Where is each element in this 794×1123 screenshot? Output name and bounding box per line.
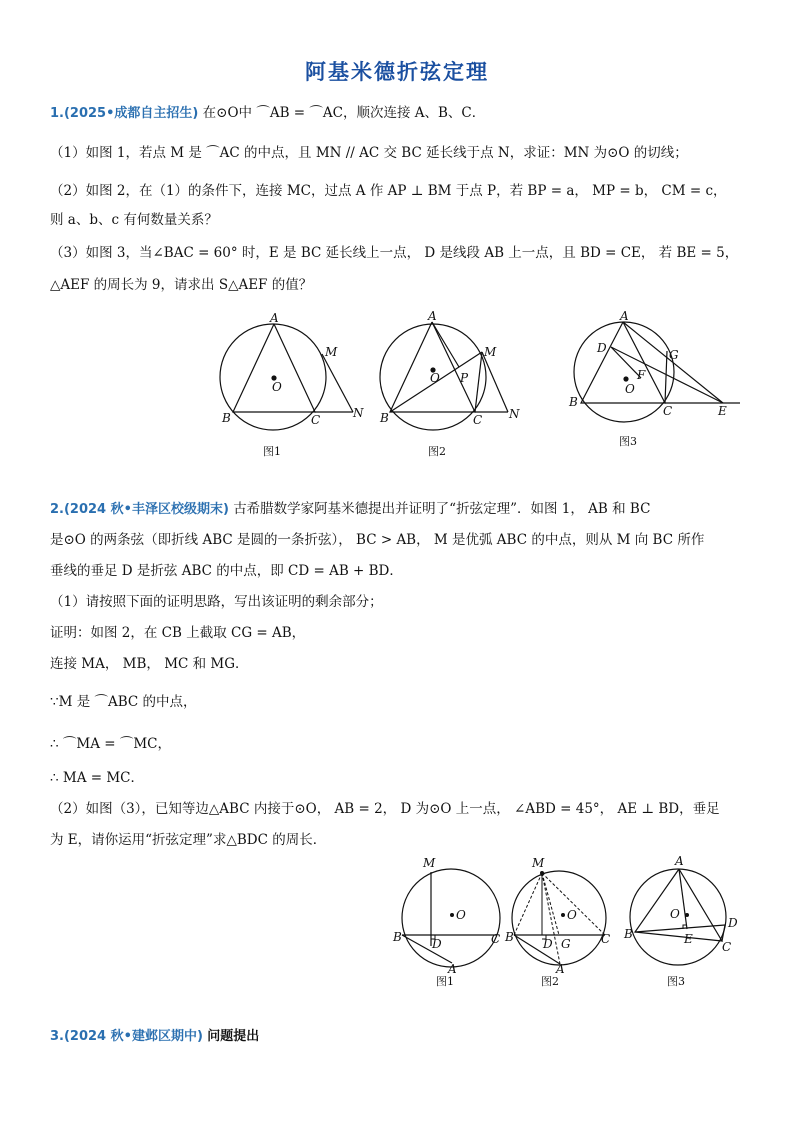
- q2f2-label-g: G: [561, 937, 571, 951]
- q1-figure-2: [370, 310, 530, 460]
- q1f2-label-o: O: [430, 371, 440, 385]
- q1f3-caption: 图3: [619, 435, 637, 448]
- q2f3-label-b: B: [624, 927, 633, 941]
- q1-figure-3: [565, 309, 745, 452]
- q2-line-7: ∵M 是 ⌒ABC 的中点，: [50, 694, 197, 710]
- q1f1-caption: 图1: [263, 445, 281, 458]
- q1f2-label-n: N: [509, 407, 520, 421]
- q2-line-2: 是⊙O 的两条弦（即折线 ABC 是圆的一条折弦）， BC > AB， M 是优弧 ABC 的中点，则从 M 向 BC 所作: [50, 532, 705, 548]
- q2-figure-1: [390, 855, 510, 995]
- q2-line-9: ∴ MA = MC．: [50, 770, 144, 786]
- q1-figure-1: [215, 310, 365, 460]
- q1f2-label-a: A: [428, 309, 437, 323]
- q1-part2a: （2）如图 2，在（1）的条件下，连接 MC，过点 A 作 AP ⊥ BM 于点 P，若 BP = a， MP = b， CM = c，: [50, 183, 727, 199]
- q1f2-label-b: B: [380, 411, 389, 425]
- q1f3-label-g: G: [669, 348, 679, 362]
- q2f1-label-m: M: [423, 856, 436, 870]
- q1f2-label-m: M: [484, 345, 497, 359]
- q2f1-label-o: O: [456, 908, 466, 922]
- q2f2-label-m: M: [532, 856, 545, 870]
- q1f3-label-o: O: [625, 382, 635, 396]
- q2f1-label-a: A: [448, 962, 457, 976]
- q1f1-label-c: C: [311, 413, 321, 427]
- q2-number: 2.: [50, 502, 64, 517]
- q2-figure-2: [505, 855, 615, 995]
- q2f2-label-b: B: [505, 930, 514, 944]
- q2f2-label-c: C: [601, 932, 611, 946]
- q1f1-label-b: B: [222, 411, 231, 425]
- q1-part1: （1）如图 1，若点 M 是 ⌒AC 的中点，且 MN // AC 交 BC 延长线于点 N，求证：MN 为⊙O 的切线；: [50, 145, 688, 161]
- q1f1-label-n: N: [353, 406, 364, 420]
- q2-line-8: ∴ ⌒MA = ⌒MC，: [50, 736, 171, 752]
- q2f3-caption: 图3: [667, 975, 685, 988]
- q1f3-label-d: D: [597, 341, 607, 355]
- q1f1-label-o: O: [272, 380, 282, 394]
- q1f3-label-a: A: [620, 309, 629, 323]
- q3-number: 3.: [50, 1029, 64, 1044]
- q2f3-label-a: A: [675, 854, 684, 868]
- q1f2-label-c: C: [473, 413, 483, 427]
- q1-stem: 在⊙O中 ⌒AB = ⌒AC，顺次连接 A、B、C．: [202, 105, 486, 121]
- q2-figure-3: [620, 855, 750, 995]
- q3-header: [50, 1026, 750, 1047]
- q1f2-label-p: P: [460, 371, 469, 385]
- q1-part3a: （3）如图 3，当∠BAC = 60° 时，E 是 BC 延长线上一点， D 是线段 AB 上一点，且 BD = CE， 若 BE = 5，: [50, 245, 739, 261]
- q1f1-label-a: A: [270, 311, 279, 325]
- q2-line-11: 为 E，请你运用“折弦定理”求△BDC 的周长．: [50, 832, 327, 848]
- q1-part2b: 则 a、b、c 有何数量关系？: [50, 212, 218, 228]
- q2-line-3: 垂线的垂足 D 是折弦 ABC 的中点，即 CD = AB + BD．: [50, 563, 403, 579]
- q2f2-label-a: A: [556, 962, 565, 976]
- q1-number: 1.: [50, 106, 64, 121]
- q2f1-label-d: D: [432, 937, 442, 951]
- page-title: 阿基米德折弦定理: [305, 60, 489, 84]
- q3-text: 问题提出: [207, 1029, 260, 1044]
- q2-line-1: 古希腊数学家阿基米德提出并证明了“折弦定理”．如图 1， AB 和 BC: [233, 501, 651, 517]
- q2-source: (2024 秋•丰泽区校级期末): [63, 502, 229, 517]
- q3-source: (2024 秋•建邺区期中): [63, 1029, 203, 1044]
- q1f3-label-b: B: [569, 395, 578, 409]
- q1f2-caption: 图2: [428, 445, 446, 458]
- q2-line-5: 证明：如图 2，在 CB 上截取 CG = AB，: [50, 625, 306, 641]
- q1-part3b: △AEF 的周长为 9，请求出 S△AEF 的值？: [50, 277, 313, 293]
- q1-header: [50, 103, 750, 124]
- q1f3-label-f: F: [637, 368, 646, 382]
- q1f3-label-e: E: [718, 404, 727, 418]
- q2f1-label-b: B: [393, 930, 402, 944]
- q1f3-label-c: C: [663, 404, 673, 418]
- q2f3-label-c: C: [722, 940, 732, 954]
- q2f2-label-o: O: [567, 908, 577, 922]
- q2f3-label-e: E: [684, 932, 693, 946]
- q2-line-4: （1）请按照下面的证明思路，写出该证明的剩余部分；: [50, 594, 383, 610]
- q2f1-caption: 图1: [436, 975, 454, 988]
- q2-header: [50, 499, 750, 520]
- q1-source: (2025•成都自主招生): [63, 106, 199, 121]
- q2f1-label-c: C: [491, 932, 501, 946]
- q2f2-caption: 图2: [541, 975, 559, 988]
- q2f2-label-d: D: [543, 937, 553, 951]
- q1f1-label-m: M: [325, 345, 338, 359]
- q2f3-label-o: O: [670, 907, 680, 921]
- q2f3-label-d: D: [728, 916, 738, 930]
- q2-line-6: 连接 MA， MB， MC 和 MG．: [50, 656, 249, 672]
- q2-line-10: （2）如图（3），已知等边△ABC 内接于⊙O， AB = 2， D 为⊙O 上一点， ∠ABD = 45°， AE ⊥ BD，垂足: [50, 801, 720, 817]
